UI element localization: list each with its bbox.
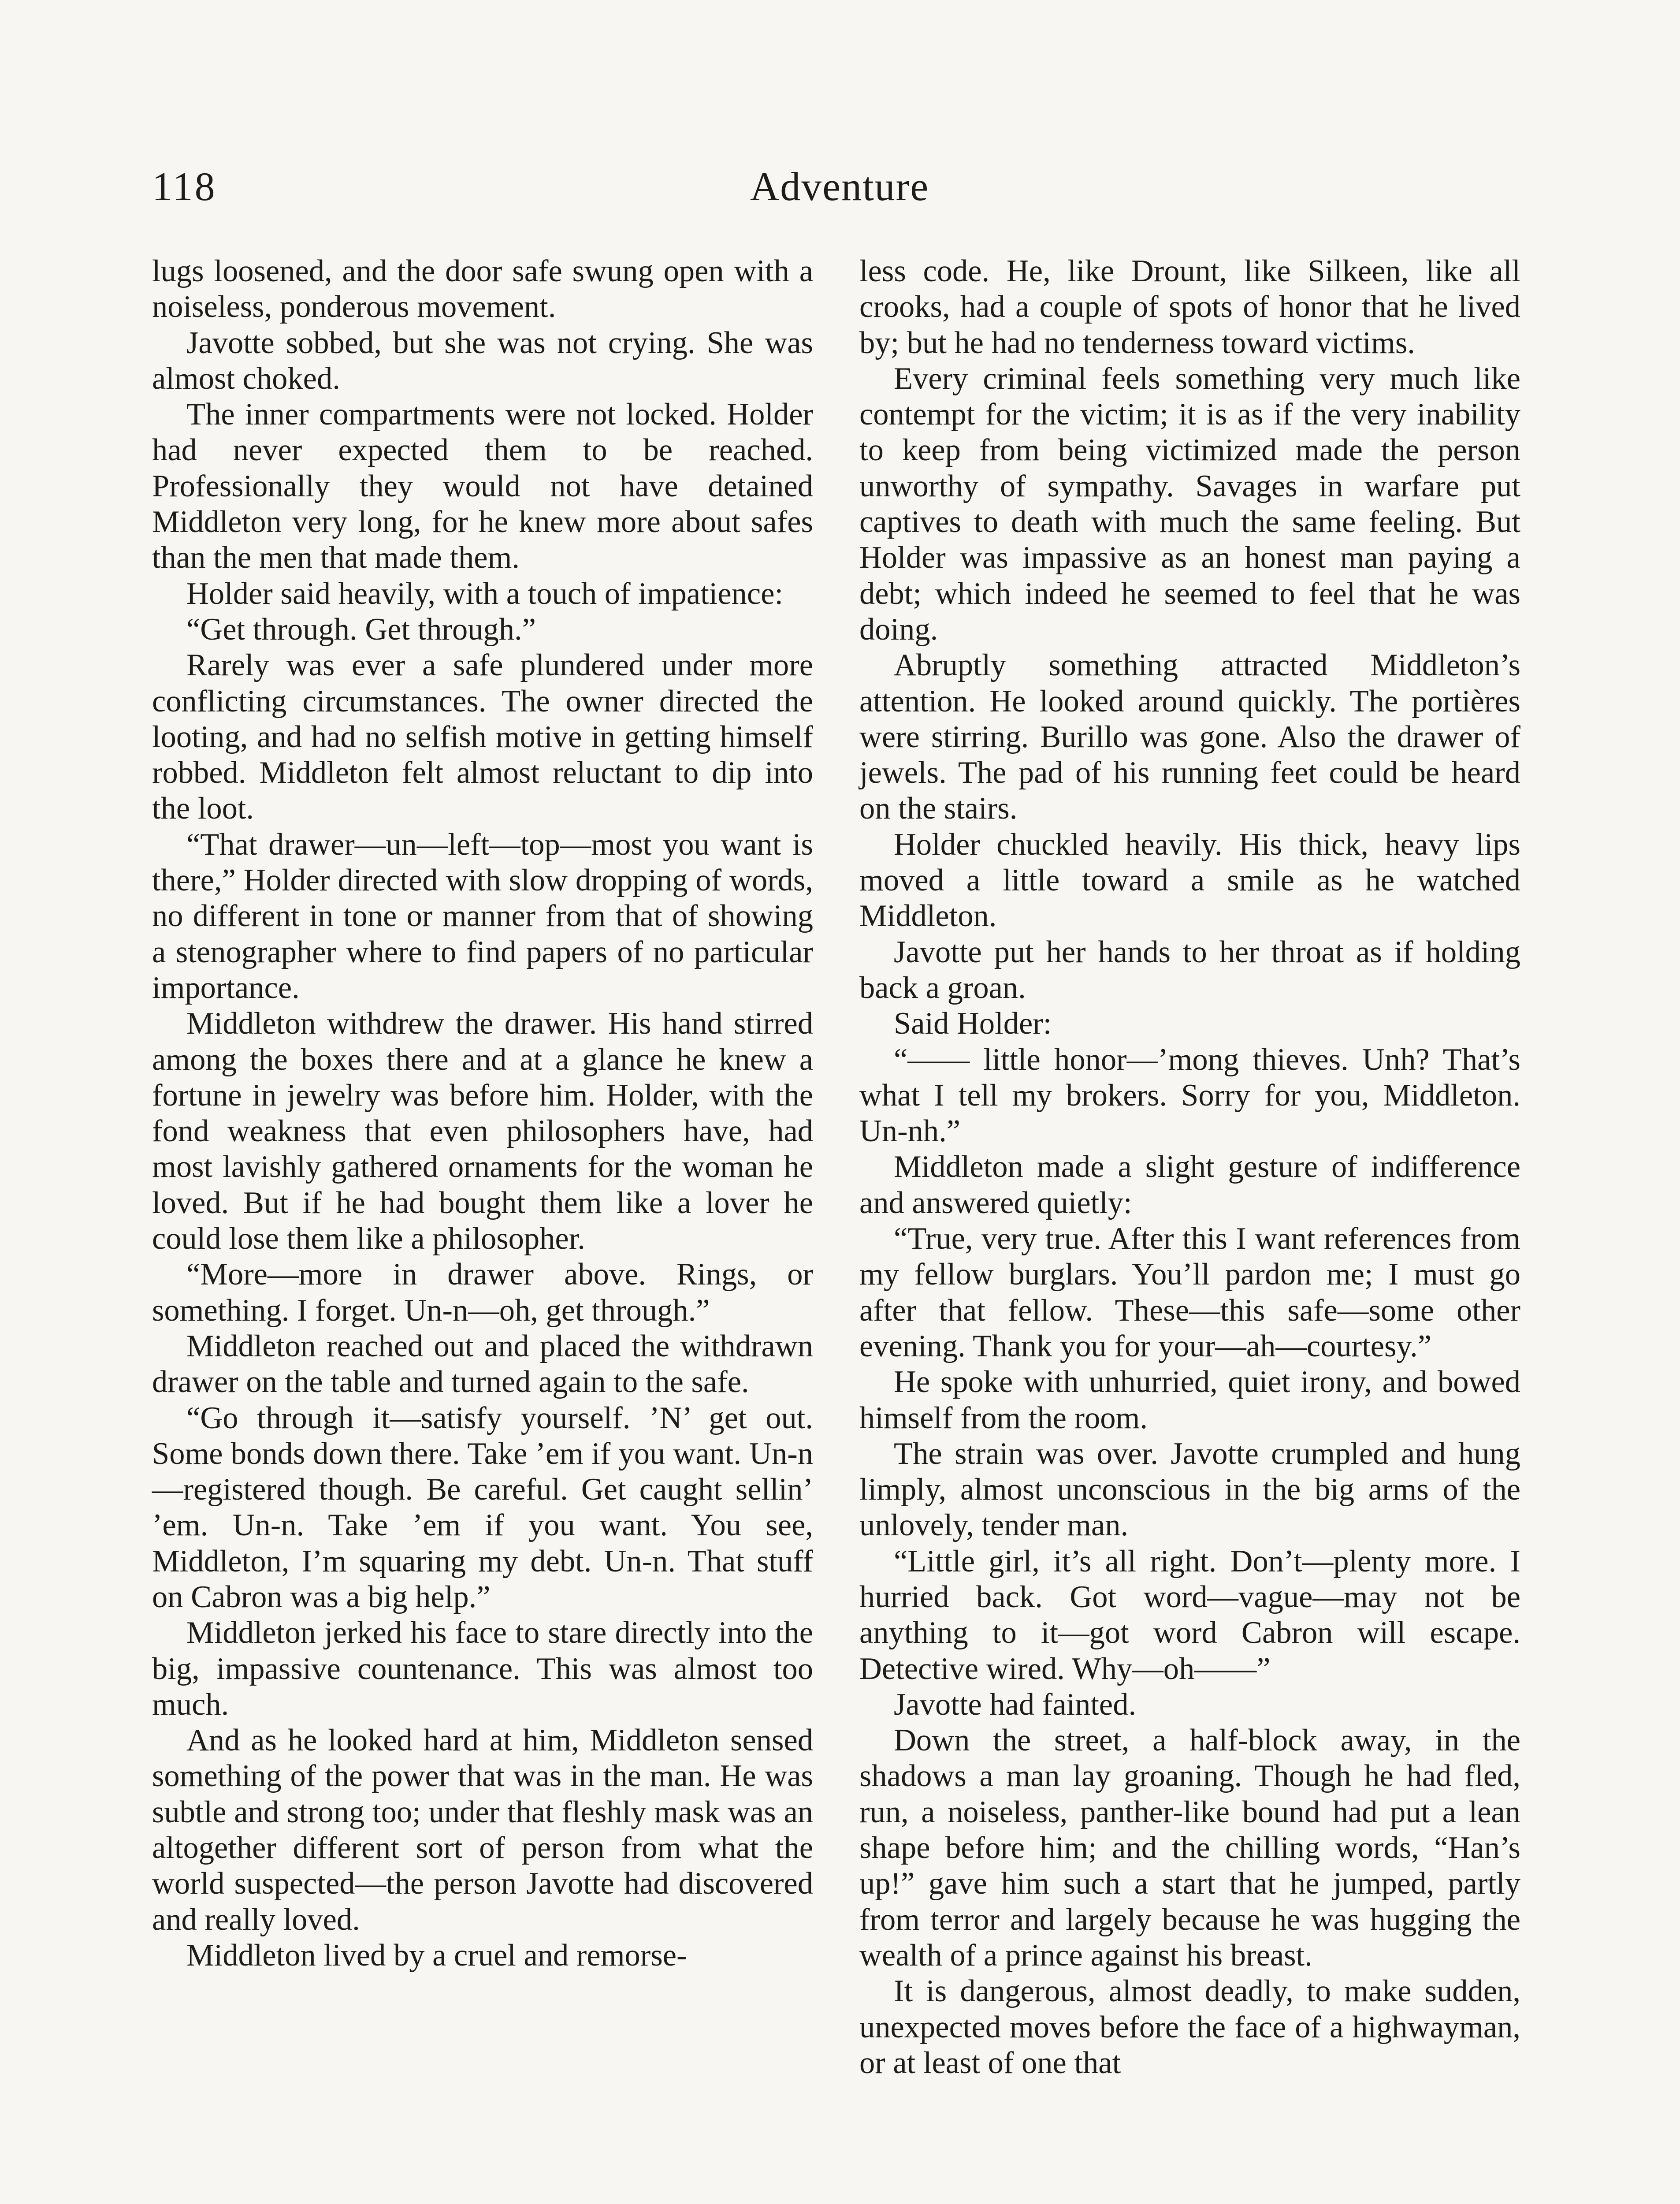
left-column: [152, 253, 813, 1973]
paragraph: “That drawer—un—left—top—most you want is there,” Holder directed with slow dropping of words, no different in tone or manner from that of showing a stenographer where to find papers of no particular importance.: [152, 827, 813, 1005]
paragraph: lugs loosened, and the door safe swung open with a noiseless, ponderous movement.: [152, 254, 813, 324]
paragraph: Down the street, a half-block away, in the shadows a man lay groaning. Though he had fled, run, a noiseless, panther-like bound had put a lean shape before him; and the chilling words, “Han’s up!” gave him such a start that he jumped, partly from terror and largely because he was hugging the wealth of a prince against his breast.: [859, 1723, 1520, 1973]
paragraph: Javotte had fainted.: [894, 1687, 1137, 1722]
page-number: 118: [152, 164, 217, 209]
paragraph: Rarely was ever a safe plundered under more conflicting circumstances. The owner directed the looting, and had no selfish motive in getting himself robbed. Middleton felt almost reluctant to dip into the loot.: [152, 648, 813, 826]
paragraph: Javotte put her hands to her throat as if holding back a groan.: [859, 934, 1520, 1005]
paragraph: Said Holder:: [894, 1006, 1052, 1041]
paragraph: The inner compartments were not locked. Holder had never expected them to be reached. Professionally they would not have detained Middleton very long, for he knew more about safes than the men that made them.: [152, 397, 813, 575]
page-header: [152, 163, 1527, 229]
paragraph: “Go through it—satisfy yourself. ’N’ get out. Some bonds down there. Take ’em if you want. Un-n—registered though. Be careful. Get caught sellin’ ’em. Un-n. Take ’em if you want. You see, Middleton, I’m squaring my debt. Un-n. That stuff on Cabron was a big help.”: [152, 1400, 813, 1614]
paragraph: Holder said heavily, with a touch of impatience:: [186, 576, 784, 611]
paragraph: Middleton jerked his face to stare directly into the big, impassive countenance. This was almost too much.: [152, 1616, 813, 1722]
paragraph: “—— little honor—’mong thieves. Unh? That’s what I tell my brokers. Sorry for you, Middleton. Un-nh.”: [859, 1042, 1520, 1149]
paragraph: Middleton withdrew the drawer. His hand stirred among the boxes there and at a glance he knew a fortune in jewelry was before him. Holder, with the fond weakness that even philosophers have, had most lavishly gathered ornaments for the woman he loved. But if he had bought them like a lover he could lose them like a philosopher.: [152, 1006, 813, 1256]
paragraph: Every criminal feels something very much like contempt for the victim; it is as if the very inability to keep from being victimized made the person unworthy of sympathy. Savages in warfare put captives to death with much the same feeling. But Holder was impassive as an honest man paying a debt; which indeed he seemed to feel that he was doing.: [859, 361, 1520, 647]
paragraph: “True, very true. After this I want references from my fellow burglars. You’ll pardon me; I must go after that fellow. These—this safe—some other evening. Thank you for your—ah—courtesy.”: [859, 1221, 1520, 1363]
paragraph: It is dangerous, almost deadly, to make sudden, unexpected moves before the face of a highwayman, or at least of one that: [859, 1974, 1520, 2080]
paragraph: Javotte sobbed, but she was not crying. She was almost choked.: [152, 325, 813, 396]
paragraph: He spoke with unhurried, quiet irony, and bowed himself from the room.: [859, 1365, 1520, 1435]
paragraph: less code. He, like Drount, like Silkeen, like all crooks, had a couple of spots of honor that he lived by; but he had no tenderness toward victims.: [859, 254, 1520, 360]
paragraph: Holder chuckled heavily. His thick, heavy lips moved a little toward a smile as he watched Middleton.: [859, 827, 1520, 934]
paragraph: “Little girl, it’s all right. Don’t—plenty more. I hurried back. Got word—vague—may not be anything to it—got word Cabron will escape. Detective wired. Why—oh——”: [859, 1544, 1520, 1686]
paragraph: “More—more in drawer above. Rings, or something. I forget. Un-n—oh, get through.”: [152, 1257, 813, 1328]
running-head: Adventure: [750, 164, 929, 209]
paragraph: “Get through. Get through.”: [186, 612, 536, 647]
paragraph: Abruptly something attracted Middleton’s attention. He looked around quickly. The portières were stirring. Burillo was gone. Also the drawer of jewels. The pad of his running feet could be heard on the stairs.: [859, 648, 1520, 826]
paragraph: Middleton lived by a cruel and remorse-: [186, 1938, 687, 1973]
paragraph: The strain was over. Javotte crumpled and hung limply, almost unconscious in the big arms of the unlovely, tender man.: [859, 1436, 1520, 1543]
paragraph: Middleton made a slight gesture of indifference and answered quietly:: [859, 1150, 1520, 1220]
paragraph: Middleton reached out and placed the withdrawn drawer on the table and turned again to the safe.: [152, 1329, 813, 1400]
paragraph: And as he looked hard at him, Middleton sensed something of the power that was in the man. He was subtle and strong too; under that fleshly mask was an altogether different sort of person from what the world suspected—the person Javotte had discovered and really loved.: [152, 1723, 813, 1937]
right-column: [859, 253, 1520, 2081]
